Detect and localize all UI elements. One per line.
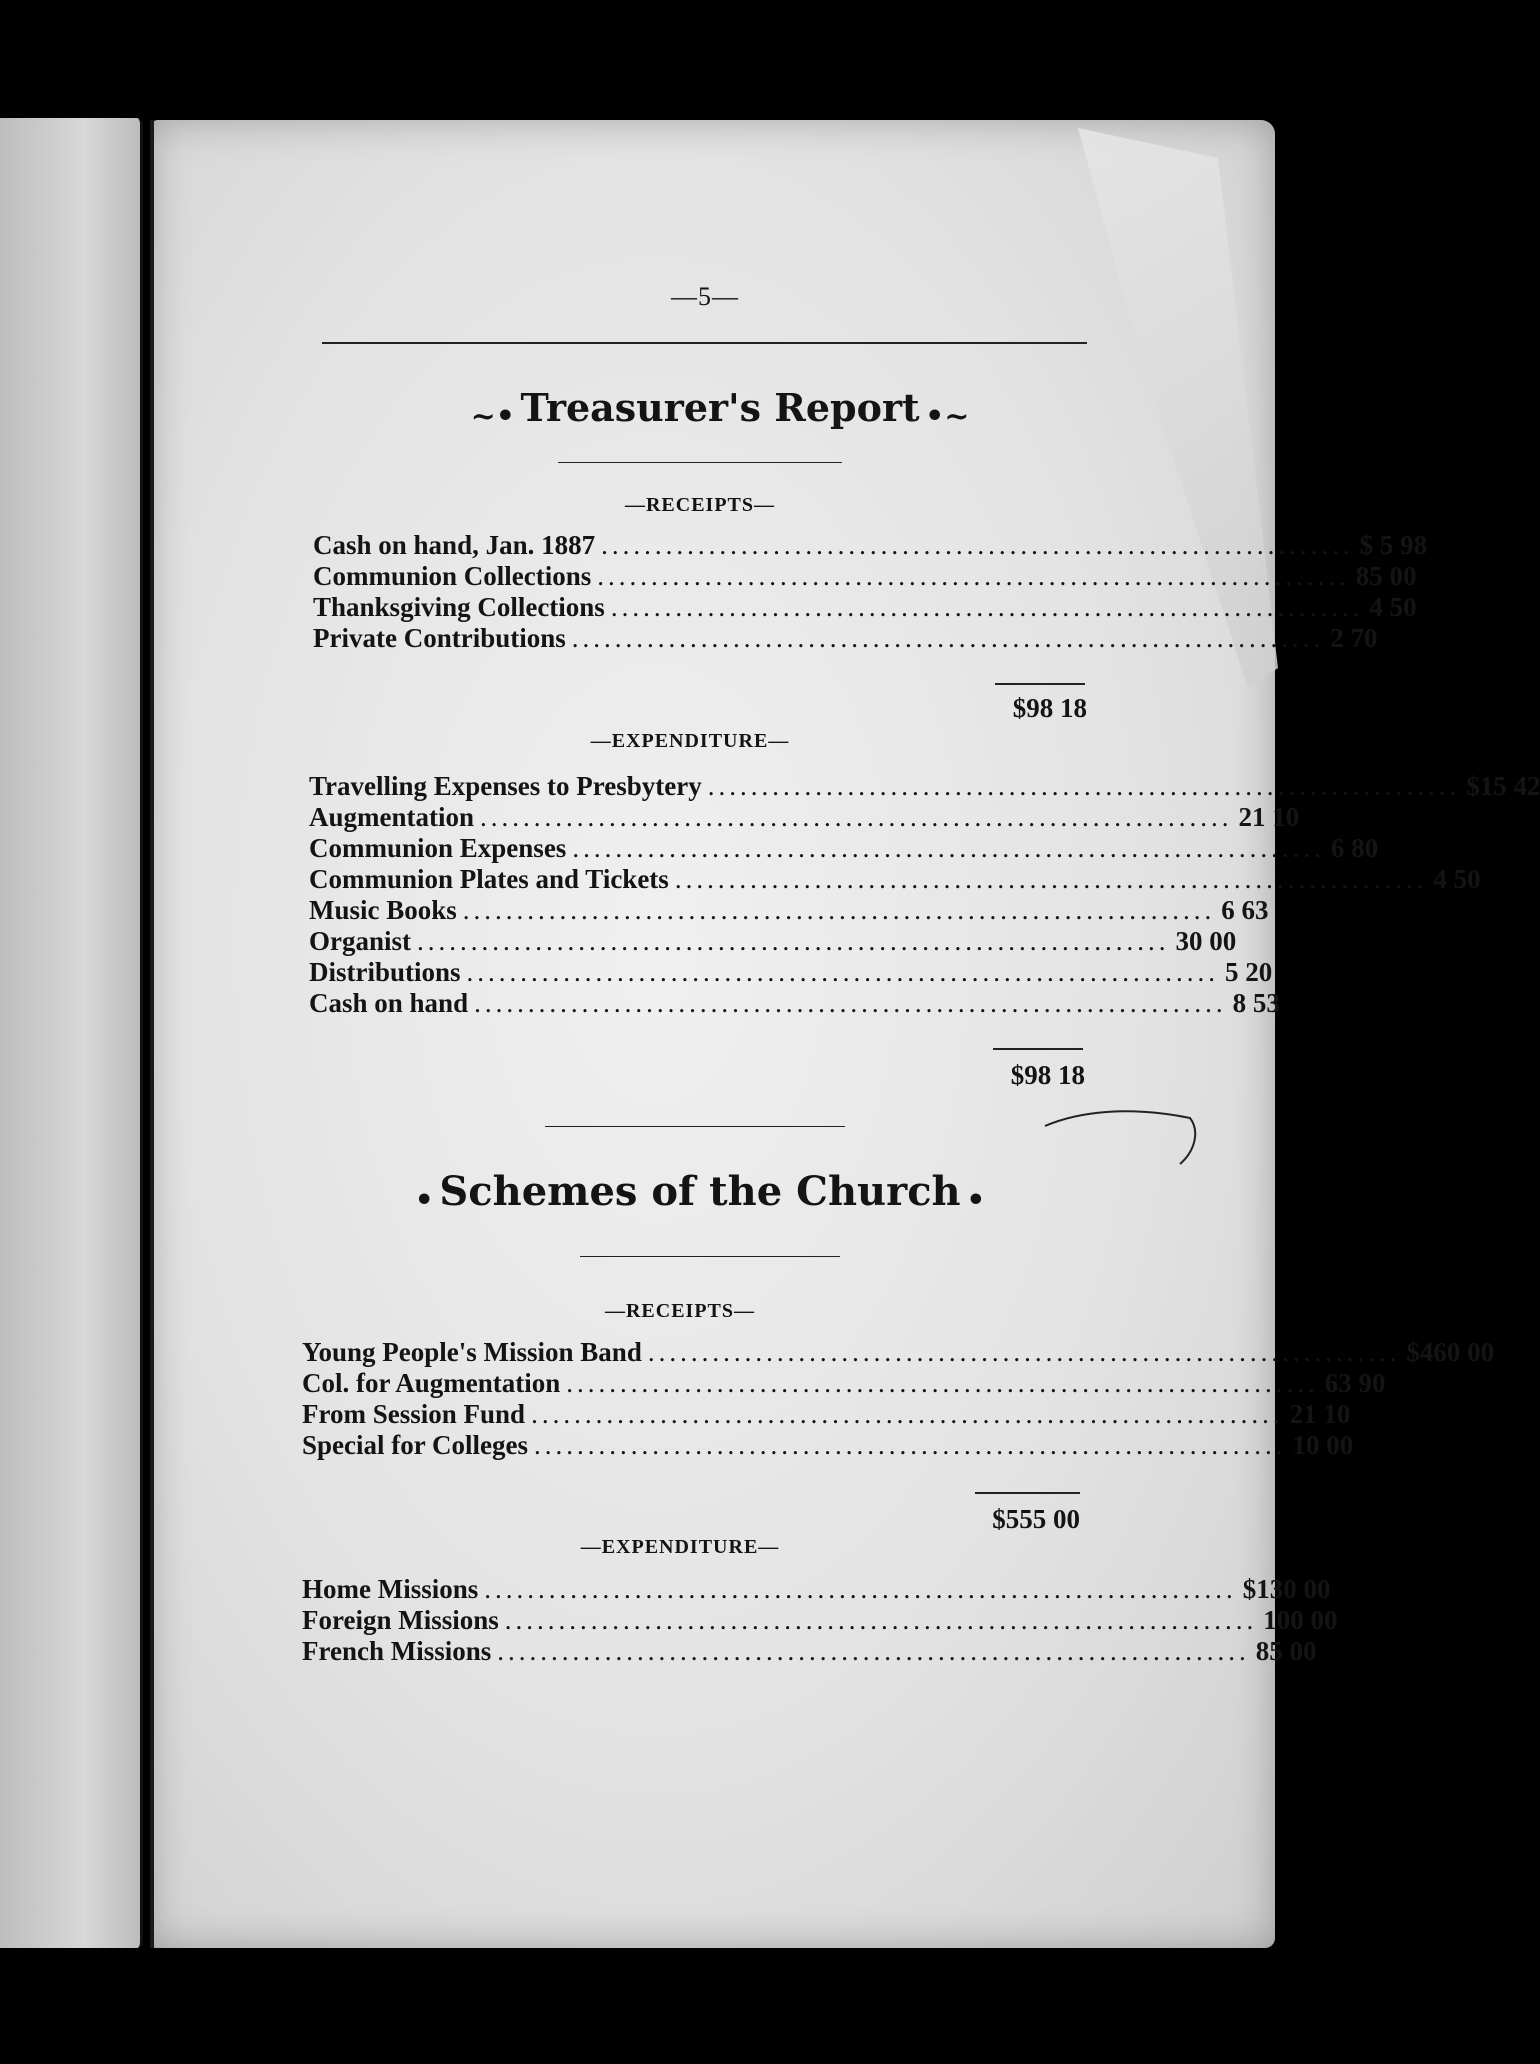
ledger-label: Col. for Augmentation xyxy=(302,1368,561,1398)
expenditure-sum-rule xyxy=(993,1048,1083,1050)
right-bullet-icon: • xyxy=(966,1183,986,1218)
ledger-amount: 6 63 xyxy=(1221,895,1269,925)
left-ornament-icon: ~• xyxy=(470,399,515,434)
ledger-row xyxy=(309,895,1269,926)
ledger-row xyxy=(313,530,1428,561)
ledger-amount: 21 10 xyxy=(1289,1399,1351,1429)
ledger-amount: 85 00 xyxy=(1255,1636,1317,1666)
ledger-row xyxy=(302,1574,1331,1605)
leader-dots: ...................................................................... xyxy=(571,623,1325,653)
schemes-expenditure-label: —EXPENDITURE— xyxy=(580,1536,780,1558)
ledger-row xyxy=(302,1399,1351,1430)
ledger-row xyxy=(302,1337,1495,1368)
ledger-label: Travelling Expenses to Presbytery xyxy=(309,771,702,801)
schemes-title-block xyxy=(300,1168,1100,1218)
schemes-expenditure-ledger xyxy=(302,1574,1338,1667)
schemes-sum-rule xyxy=(975,1492,1080,1494)
leader-dots: ...................................................................... xyxy=(531,1399,1284,1429)
left-bullet-icon: • xyxy=(414,1183,434,1218)
leader-dots: ...................................................................... xyxy=(647,1337,1401,1367)
treasurer-expenditure-label: —EXPENDITURE— xyxy=(590,730,790,752)
ledger-amount: 85 00 xyxy=(1355,561,1417,591)
ledger-row xyxy=(309,771,1540,802)
treasurer-report-title: Treasurer's Report xyxy=(520,385,920,430)
section-divider xyxy=(545,1126,845,1127)
right-ornament-icon: •~ xyxy=(925,399,970,434)
ledger-label: Organist xyxy=(309,926,412,956)
schemes-title: Schemes of the Church xyxy=(439,1168,961,1215)
leader-dots: ...................................................................... xyxy=(566,1368,1319,1398)
leader-dots: ...................................................................... xyxy=(497,1636,1250,1666)
ledger-amount: 8 53 xyxy=(1232,988,1280,1018)
ledger-row xyxy=(309,864,1481,895)
leader-dots: ...................................................................... xyxy=(462,895,1216,925)
treasurer-report-title-block xyxy=(320,385,1120,434)
ledger-amount: 63 90 xyxy=(1324,1368,1386,1398)
leader-dots: ...................................................................... xyxy=(480,802,1233,832)
ledger-label: Foreign Missions xyxy=(302,1605,499,1635)
ledger-row xyxy=(309,957,1273,988)
ledger-amount: $460 00 xyxy=(1406,1337,1495,1367)
schemes-receipts-label: —RECEIPTS— xyxy=(604,1300,756,1322)
ledger-amount: 100 00 xyxy=(1263,1605,1338,1635)
ledger-amount: 4 50 xyxy=(1369,592,1417,622)
page-number: —5— xyxy=(671,282,739,311)
ledger-label: Augmentation xyxy=(309,802,475,832)
header-rule xyxy=(322,342,1087,344)
ledger-row xyxy=(309,833,1379,864)
leader-dots: ...................................................................... xyxy=(504,1605,1258,1635)
treasurer-receipts-ledger xyxy=(313,530,1428,654)
ledger-label: Private Contributions xyxy=(313,623,566,653)
treasurer-receipts-total: $98 18 xyxy=(1012,693,1087,723)
ledger-amount: 4 50 xyxy=(1433,864,1481,894)
ledger-row xyxy=(309,802,1300,833)
page-binding-edge xyxy=(150,120,154,1948)
leader-dots: ...................................................................... xyxy=(601,530,1354,560)
ledger-label: Distributions xyxy=(309,957,461,987)
ledger-row xyxy=(302,1430,1354,1461)
ledger-row xyxy=(309,988,1280,1019)
ledger-amount: $ 5 98 xyxy=(1359,530,1428,560)
ledger-label: Cash on hand xyxy=(309,988,469,1018)
leader-dots: ...................................................................... xyxy=(417,926,1170,956)
title-underline xyxy=(558,462,842,463)
ledger-amount: 5 20 xyxy=(1225,957,1273,987)
schemes-receipts-ledger xyxy=(302,1337,1495,1461)
ledger-row xyxy=(302,1368,1386,1399)
treasurer-receipts-label: —RECEIPTS— xyxy=(624,494,776,516)
ledger-row xyxy=(313,561,1417,592)
ledger-amount: 30 00 xyxy=(1175,926,1237,956)
ledger-label: Young People's Mission Band xyxy=(302,1337,642,1367)
ledger-amount: 21 10 xyxy=(1238,802,1300,832)
receipts-sum-rule xyxy=(995,683,1085,685)
pencil-mark-icon xyxy=(1040,1106,1200,1166)
schemes-receipts-total: $555 00 xyxy=(992,1504,1080,1534)
treasurer-expenditure-total: $98 18 xyxy=(1010,1060,1085,1090)
leader-dots: ...................................................................... xyxy=(474,988,1227,1018)
treasurer-expenditure-ledger xyxy=(309,771,1540,1019)
leader-dots: ...................................................................... xyxy=(597,561,1350,591)
schemes-underline xyxy=(580,1256,840,1257)
leader-dots: ...................................................................... xyxy=(572,833,1325,863)
ledger-label: From Session Fund xyxy=(302,1399,526,1429)
ledger-label: Home Missions xyxy=(302,1574,479,1604)
ledger-row xyxy=(313,623,1378,654)
ledger-row xyxy=(309,926,1237,957)
ledger-amount: 6 80 xyxy=(1330,833,1379,863)
ledger-amount: 10 00 xyxy=(1292,1430,1354,1460)
leader-dots: ...................................................................... xyxy=(466,957,1220,987)
ledger-label: Communion Expenses xyxy=(309,833,567,863)
leader-dots: ...................................................................... xyxy=(674,864,1428,894)
ledger-label: Communion Plates and Tickets xyxy=(309,864,669,894)
ledger-row xyxy=(302,1605,1338,1636)
ledger-label: Cash on hand, Jan. 1887 xyxy=(313,530,596,560)
ledger-amount: $15 42 xyxy=(1466,771,1540,801)
leader-dots: ...................................................................... xyxy=(610,592,1364,622)
ledger-amount: 2 70 xyxy=(1330,623,1378,653)
ledger-row xyxy=(313,592,1417,623)
ledger-label: French Missions xyxy=(302,1636,492,1666)
ledger-row xyxy=(302,1636,1317,1667)
ledger-label: Communion Collections xyxy=(313,561,592,591)
previous-page-edge xyxy=(0,118,143,1948)
leader-dots: ...................................................................... xyxy=(484,1574,1237,1604)
ledger-amount: $130 00 xyxy=(1242,1574,1331,1604)
ledger-label: Music Books xyxy=(309,895,457,925)
ledger-label: Thanksgiving Collections xyxy=(313,592,605,622)
ledger-label: Special for Colleges xyxy=(302,1430,528,1460)
leader-dots: ...................................................................... xyxy=(707,771,1461,801)
leader-dots: ...................................................................... xyxy=(533,1430,1287,1460)
